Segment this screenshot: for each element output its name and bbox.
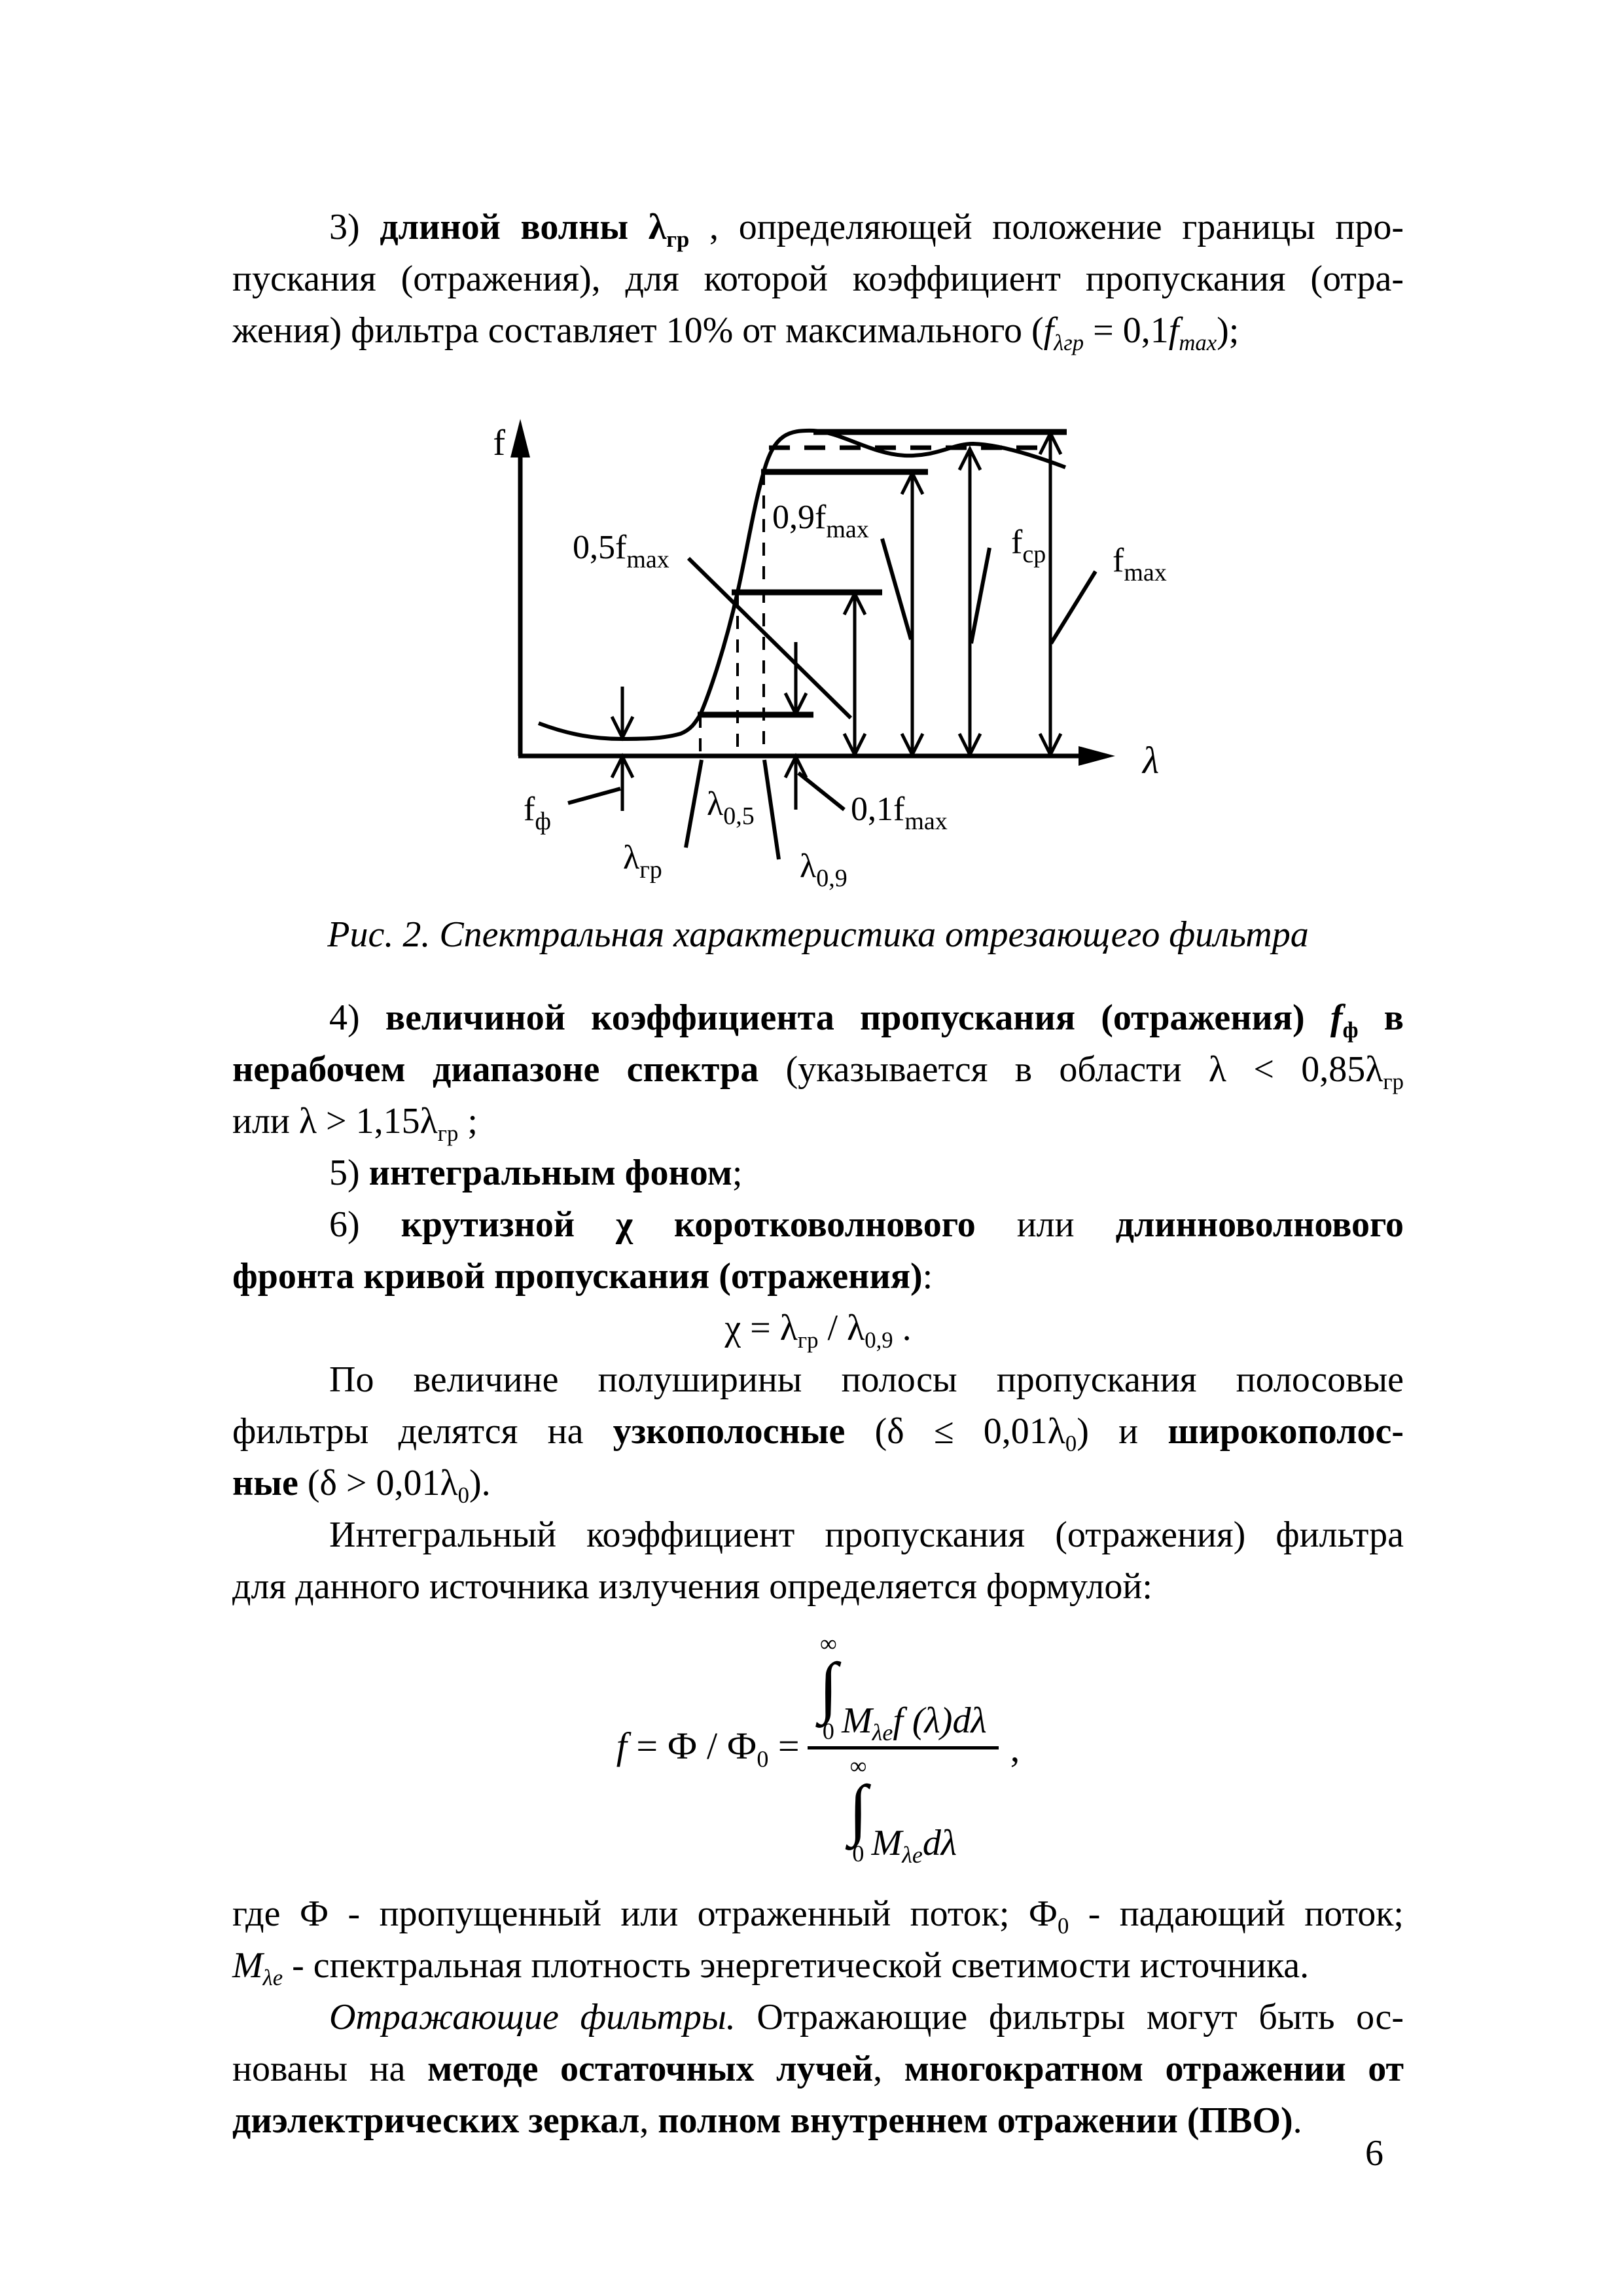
f-axis-label: f (493, 423, 505, 463)
formula-comma: , (1010, 1727, 1020, 1770)
paragraph-bandwidth: По величине полуширины полосы пропускания полосовые фильтры делятся на узкополосные $(\delta \le 0,01\lambda_0)$ и широкополос- ные $(\delta > 0,01\lambda_0)$. (232, 1359, 1404, 1509)
f-background-label: $f_ф$ (524, 791, 551, 835)
text-column (232, 202, 1404, 2147)
f01-marker (785, 642, 806, 810)
transmission-curve (539, 431, 1065, 739)
lambda-05-label: $\lambda_{0,5}$ (707, 785, 755, 830)
lambda-09-label: $\lambda_{0,9}$ (800, 848, 847, 892)
nine-max-pointer (882, 539, 911, 639)
filter-spectral-chart (419, 363, 1335, 895)
f-background-pointer (568, 789, 620, 803)
paragraph-item-3: 3) длиной волны $\lambda_{гр}$ , определяющей положение границы про- пускания (отражения), для которой коэффициент пропускания (отра- жения) фильтра составляет 10% от максимального $(f_{\lambda гр} = 0,1f_{max})$; (232, 207, 1404, 356)
f-max-label: $f_{max}$ (1113, 542, 1167, 586)
tenth-max-label: $0,1f_{max}$ (851, 791, 948, 835)
integral-sign: ∞ ∫ 0 (819, 1630, 838, 1744)
f-background-marker (612, 687, 633, 811)
lambda-axis-label: λ (1143, 739, 1160, 781)
half-max-label: $0,5f_{max}$ (573, 529, 669, 573)
lambda-gr-pointer (686, 760, 702, 848)
paragraph-reflective-filters: Отражающие фильтры. Отражающие фильтры могут быть ос- нованы на методе остаточных лучей, многократном отражении от диэлектрических зеркал, полном внутреннем отражении (ПВО). (232, 1997, 1404, 2141)
f05-dim-arrow (844, 594, 865, 755)
page-number: 6 (1365, 2133, 1383, 2174)
f-avg-pointer (971, 548, 990, 643)
tenth-max-pointer (798, 773, 844, 810)
f-avg-label: $f_{ср}$ (1011, 524, 1046, 568)
lambda-gr-label: $\lambda_{гр}$ (623, 839, 662, 884)
formula-integral-transmittance (232, 1630, 1404, 1869)
figure-caption: Рис. 2. Спектральная характеристика отрезающего фильтра (327, 914, 1309, 955)
paragraph-item-5: 5) интегральным фоном; (329, 1153, 743, 1193)
f-max-pointer (1051, 571, 1096, 643)
lambda-09-pointer (764, 760, 779, 859)
figure-spectral-characteristic (419, 363, 1404, 895)
formula-steepness: $\chi = \lambda_{гр} / \lambda_{0,9}$ . (724, 1308, 912, 1354)
half-max-pointer (688, 558, 851, 718)
formula-denominator: ∞ ∫ 0 $M_{\lambda е}d\lambda$ (849, 1753, 957, 1869)
paragraph-where: где Ф - пропущенный или отраженный поток; $Ф_0$ - падающий поток; $M_{\lambda е}$ - спектральная плотность энергетической светимости источника. (232, 1893, 1404, 1991)
nine-max-label: $0,9f_{max}$ (772, 499, 869, 543)
formula-lhs: $f = Ф / Ф_0$ = (616, 1725, 800, 1772)
integral-sign: ∞ ∫ 0 (849, 1753, 868, 1867)
fmax-dim-arrow (1040, 433, 1061, 755)
x-axis-arrowhead-icon (1079, 746, 1115, 766)
paragraph-item-6: 6) крутизной χ коротковолнового или длинноволнового фронта кривой пропускания (отражения): (232, 1204, 1404, 1297)
paragraph-item-4: 4) величиной коэффициента пропускания (отражения) $f_ф$ в нерабочем диапазоне спектра (указывается в области $\lambda < 0,85\lambda_{гр}$ или $\lambda > 1,15\lambda_{гр}$ ; (232, 997, 1404, 1147)
y-axis-arrowhead-icon (510, 419, 530, 457)
formula-numerator: ∞ ∫ 0 $M_{\lambda е}f$ (λ)dλ (808, 1631, 999, 1749)
formula-fraction (808, 1630, 999, 1869)
paragraph-integral-coefficient: Интегральный коэффициент пропускания (отражения) фильтра для данного источника излучения определяется формулой: (232, 1515, 1404, 1607)
